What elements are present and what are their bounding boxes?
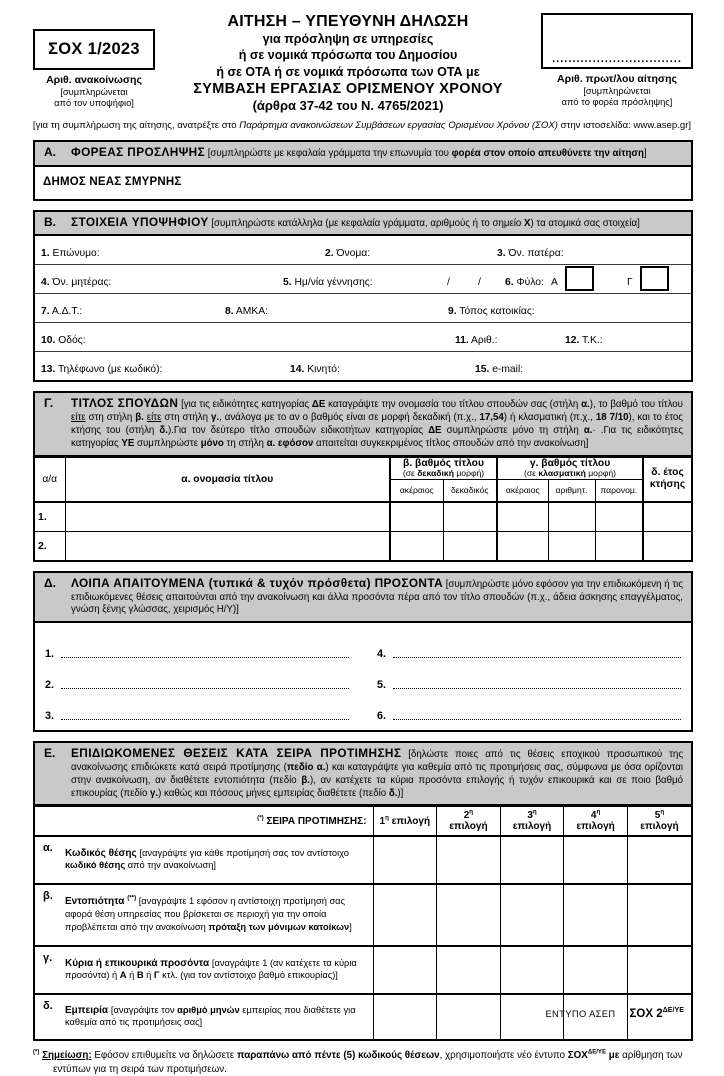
grade-denominator-input-2[interactable] [595, 531, 643, 560]
form-title: ΑΙΤΗΣΗ – ΥΠΕΥΘΥΝΗ ΔΗΛΩΣΗ [227, 13, 469, 30]
entypo-asep-label: ΕΝΤΥΠΟ ΑΣΕΠ [545, 1009, 616, 1019]
street-field-label: 10. Οδός: [41, 335, 86, 347]
gender-female-label: Γ [627, 277, 633, 289]
dotted-writein-line [393, 719, 681, 720]
year-input-1[interactable] [643, 502, 691, 532]
choice-1-header: $1^\eta$ επιλογή [373, 807, 437, 837]
locality-input-2[interactable] [437, 884, 501, 946]
dotted-writein-line [61, 657, 349, 658]
col-header-year: δ. έτος κτήσης [643, 457, 691, 502]
sox2-code-label: ΣΟΧ $2^{\Delta E/\Upsilon E}$ [629, 1006, 684, 1020]
street-number-field-label: 11. Αριθ.: [455, 335, 498, 347]
grade-decimal-input-1[interactable] [443, 502, 497, 532]
qualifications-input-5[interactable] [627, 946, 691, 994]
preference-order-label: (*) ΣΕΙΡΑ ΠΡΟΤΙΜΗΣΗΣ: [35, 807, 373, 837]
subcol-integer-decimal: ακέραιος [390, 479, 443, 502]
locality-input-5[interactable] [627, 884, 691, 946]
studies-row-2-number: 2. [35, 531, 65, 560]
choice-2-header: $2^\eta$ επιλογή [437, 807, 501, 837]
announcement-number-block: ΣΟΧ 1/2023 Αριθ. ανακοίνωσης [συμπληρώνεται από τον υποψήφιο] [33, 13, 155, 109]
grade-integer-fraction-input-1[interactable] [497, 502, 548, 532]
section-a-header: Α. ΦΟΡΕΑΣ ΠΡΟΣΛΗΨΗΣ [συμπληρώστε με κεφαλαία γράμματα την επωνυμία του φορέα στον οποίο απευθύνετε την αίτηση] [35, 142, 691, 167]
col-header-grade-decimal: β. βαθμός τίτλου (σε δεκαδική μορφή) [390, 457, 497, 479]
year-input-2[interactable] [643, 531, 691, 560]
grade-denominator-input-1[interactable] [595, 502, 643, 532]
dotted-writein-line [61, 688, 349, 689]
locality-input-3[interactable] [500, 884, 564, 946]
subcol-integer-fraction: ακέραιος [497, 479, 548, 502]
personal-row-1[interactable] [35, 236, 691, 265]
grade-integer-decimal-input-2[interactable] [390, 531, 443, 560]
locality-input-4[interactable] [564, 884, 628, 946]
col-header-title-name: α. ονομασία τίτλου [65, 457, 390, 502]
mobile-field-label: 14. Κινητό: [290, 364, 340, 376]
mother-name-field-label: 4. Όν. μητέρας: [41, 277, 112, 289]
hiring-body-value[interactable]: ΔΗΜΟΣ ΝΕΑΣ ΣΜΥΡΝΗΣ [43, 175, 182, 188]
personal-row-3[interactable] [35, 294, 691, 323]
form-footer [545, 1004, 684, 1022]
grade-integer-decimal-input-1[interactable] [390, 502, 443, 532]
footnote-note: (*) Σημείωση: Εφόσον επιθυμείτε να δηλώσετε παραπάνω από πέντε (5) κωδικούς θέσεων, χρησιμοποιήστε νέο έντυπο $\Sigma OX^{\Delta E/\Upsilon E}$ με αρίθμηση των εντύπων για τη σειρά των προτιμήσεων. [33, 1050, 683, 1075]
grade-decimal-input-2[interactable] [443, 531, 497, 560]
grade-numerator-input-2[interactable] [548, 531, 595, 560]
position-code-input-3[interactable] [500, 836, 564, 884]
section-b-stoixeia-ypopsifiou [33, 210, 693, 383]
experience-input-2[interactable] [437, 994, 501, 1039]
requirement-line-1[interactable]: 1. [45, 629, 349, 660]
subcol-decimal: δεκαδικός [443, 479, 497, 502]
application-form-page [0, 13, 724, 1075]
birthdate-field-label: 5. Ημ/νία γέννησης: [283, 277, 373, 289]
requirement-line-4[interactable]: 4. [377, 629, 681, 660]
choice-4-header: $4^\eta$ επιλογή [564, 807, 628, 837]
gender-female-checkbox[interactable] [640, 266, 669, 291]
position-code-input-4[interactable] [564, 836, 628, 884]
position-code-input-1[interactable] [373, 836, 437, 884]
gender-male-checkbox[interactable] [565, 266, 594, 291]
row-experience-label: δ. Εμπειρία [αναγράψτε τον αριθμό μηνών εμπειρίας που διαθέτετε για καθεμία από τις προτιμήσεις σας] [35, 994, 373, 1039]
requirement-line-2[interactable]: 2. [45, 660, 349, 691]
announcement-number-label: Αριθ. ανακοίνωσης [46, 74, 142, 86]
personal-row-4[interactable] [35, 323, 691, 352]
residence-field-label: 9. Τόπος κατοικίας: [448, 306, 535, 318]
father-name-field-label: 3. Όν. πατέρα: [497, 248, 564, 260]
section-c-titlos-spoudon [33, 391, 693, 561]
requirements-list [35, 623, 691, 730]
title-name-input-2[interactable] [65, 531, 390, 560]
choice-5-header: $5^\eta$ επιλογή [627, 807, 691, 837]
amka-field-label: 8. ΑΜΚΑ: [225, 306, 268, 318]
gender-field-label: 6. Φύλο: [505, 277, 544, 289]
section-e-id: Ε. [44, 746, 56, 761]
locality-input-1[interactable] [373, 884, 437, 946]
section-d-header: Δ. ΛΟΙΠΑ ΑΠΑΙΤΟΥΜΕΝΑ (τυπικά & τυχόν πρόσθετα) ΠΡΟΣΟΝΤΑ [συμπληρώστε μόνο εφόσον για την επιδιωκόμενη ή τις επιδιωκόμενες θέσεις απαιτούνται από την ανακοίνωση και άλλα προσόντα πέρα από τον τίτλο σπουδών (π.χ., άδεια άσκησης επαγγέλματος, γνώση ξένης γλώσσας, χειρισμός Η/Υ)] [35, 573, 691, 623]
grade-numerator-input-1[interactable] [548, 502, 595, 532]
section-a-forea-proslipsis [33, 140, 693, 201]
firstname-field-label: 2. Όνομα: [325, 248, 371, 260]
position-code-input-2[interactable] [437, 836, 501, 884]
gender-male-label: Α [551, 277, 558, 289]
col-header-grade-fraction: γ. βαθμός τίτλου (σε κλασματική μορφή) [497, 457, 643, 479]
qualifications-input-3[interactable] [500, 946, 564, 994]
protocol-number-block: ................................ Αριθ. πρωτ/λου αίτησης [συμπληρώνεται από το φορέα πρόσληψης] [541, 13, 693, 108]
form-header [33, 13, 693, 113]
personal-row-2[interactable] [35, 265, 691, 294]
studies-table [35, 457, 691, 560]
section-b-id: Β. [44, 214, 56, 229]
postal-code-field-label: 12. Τ.Κ.: [565, 335, 603, 347]
subcol-denominator: παρονομ. [595, 479, 643, 502]
section-e-epidiokomenes-theseis [33, 741, 693, 1041]
studies-row-1-number: 1. [35, 502, 65, 532]
personal-row-5[interactable] [35, 352, 691, 380]
form-title-block: ΑΙΤΗΣΗ – ΥΠΕΥΘΥΝΗ ΔΗΛΩΣΗ για πρόσληψη σε υπηρεσίες ή σε νομικά πρόσωπα του Δημοσίου ή σε ΟΤΑ ή σε νομικά πρόσωπα των ΟΤΑ με ΣΥΜΒΑΣΗ ΕΡΓΑΣΙΑΣ ΟΡΙΣΜΕΝΟΥ ΧΡΟΝΟΥ (άρθρα 37-42 του Ν. 4765/2021) [155, 13, 541, 113]
section-c-id: Γ. [44, 396, 54, 411]
birthdate-slash-2: / [478, 277, 481, 289]
dotted-writein-line [393, 688, 681, 689]
requirement-line-3[interactable]: 3. [45, 691, 349, 722]
sox-code-box: ΣΟΧ 1/2023 [33, 29, 155, 70]
section-e-header: Ε. ΕΠΙΔΙΩΚΟΜΕΝΕΣ ΘΕΣΕΙΣ ΚΑΤΑ ΣΕΙΡΑ ΠΡΟΤΙΜΗΣΗΣ [δηλώστε ποιες από τις θέσεις εποχικού προσωπικού της ανακοίνωσης επιδιώκετε κατά σειρά προτίμησης (πεδίο α.) και καταγράψτε για καθεμία από τις προτιμήσεις σας, σύμφωνα με όσα ορίζονται στην ανακοίνωση, αν διαθέτετε εντοπιότητα (πεδίο β.), αν κατέχετε τα κύρια προσόντα επιλογής ή τυχόν επικουρικά και σε ποιο βαθμό επικουρίας (πεδίο γ.) καθώς και πόσους μήνες εμπειρίας διαθέτετε (πεδίο δ.)] [35, 743, 691, 806]
section-c-header: Γ. ΤΙΤΛΟΣ ΣΠΟΥΔΩΝ [για τις ειδικότητες κατηγορίας ΔΕ καταγράψτε την ονομασία του τίτλου σπουδών σας (στήλη α.), το βαθμό του τίτλου είτε στη στήλη β. είτε στη στήλη γ., ανάλογα με το αν ο βαθμός είναι σε μορφή δεκαδική (π.χ., 17,54) ή κλασματική (π.χ., 18 7/10), και το έτος κτήσης του (στήλη δ.).Για τον δεύτερο τίτλο σπουδών ειδικοτήτων κατηγορίας ΔΕ συμπληρώστε μόνο τη στήλη α.· .Για τις ειδικότητες κατηγορίας ΥΕ συμπληρώστε μόνο τη στήλη α. εφόσον απαιτείται συγκεκριμένος τίτλος σπουδών από την ανακοίνωση] [35, 393, 691, 456]
col-header-aa: α/α [35, 457, 65, 502]
section-a-id: Α. [44, 144, 56, 159]
protocol-number-label: Αριθ. πρωτ/λου αίτησης [557, 73, 677, 85]
qualifications-input-1[interactable] [373, 946, 437, 994]
grade-integer-fraction-input-2[interactable] [497, 531, 548, 560]
surname-field-label: 1. Επώνυμο: [41, 248, 100, 260]
subcol-numerator: αριθμητ. [548, 479, 595, 502]
dotted-writein-line [393, 657, 681, 658]
section-d-loipa-prosonta [33, 571, 693, 732]
row-qualifications-label: γ. Κύρια ή επικουρικά προσόντα [αναγράψτε 1 (αν κατέχετε τα κύρια προσόντα) ή Α ή Β ή Γ κτλ. (για τον αντίστοιχο βαθμό επικουρίας)] [35, 946, 373, 994]
protocol-number-box[interactable] [541, 13, 693, 69]
section-b-header: Β. ΣΤΟΙΧΕΙΑ ΥΠΟΨΗΦΙΟΥ [συμπληρώστε κατάλληλα (με κεφαλαία γράμματα, αριθμούς ή το σημείο Χ) τα ατομικά σας στοιχεία] [35, 212, 691, 237]
qualifications-input-4[interactable] [564, 946, 628, 994]
row-position-code-label: α. Κωδικός θέσης [αναγράψτε για κάθε προτίμησή σας τον αντίστοιχο κωδικό θέσης από την ανακοίνωση] [35, 836, 373, 884]
section-d-id: Δ. [44, 575, 56, 590]
title-name-input-1[interactable] [65, 502, 390, 532]
requirement-line-5[interactable]: 5. [377, 660, 681, 691]
phone-field-label: 13. Τηλέφωνο (με κωδικό): [41, 364, 163, 376]
row-locality-label: β. Εντοπιότητα (**) [αναγράψτε 1 εφόσον η αντίστοιχη προτίμησή σας αφορά θέση υπηρεσίας που βρίσκεται σε περιοχή για την οποία προβλέπεται από την ανακοίνωση πρόταξη των μόνιμων κατοίκων] [35, 884, 373, 946]
email-field-label: 15. e-mail: [475, 364, 524, 376]
choice-3-header: $3^\eta$ επιλογή [500, 807, 564, 837]
experience-input-1[interactable] [373, 994, 437, 1039]
qualifications-input-2[interactable] [437, 946, 501, 994]
birthdate-slash-1: / [447, 277, 450, 289]
asep-website-note: [για τη συμπλήρωση της αίτησης, ανατρέξτε στο Παράρτημα ανακοινώσεων Συμβάσεων εργασίας Ορισμένου Χρόνου (ΣΟΧ) στην ιστοσελίδα: www.asep.gr] [32, 119, 692, 131]
position-code-input-5[interactable] [627, 836, 691, 884]
dotted-writein-line [61, 719, 349, 720]
requirement-line-6[interactable]: 6. [377, 691, 681, 722]
id-card-field-label: 7. Α.Δ.Τ.: [41, 306, 83, 318]
dotted-writein-line: ................................ [552, 53, 682, 65]
